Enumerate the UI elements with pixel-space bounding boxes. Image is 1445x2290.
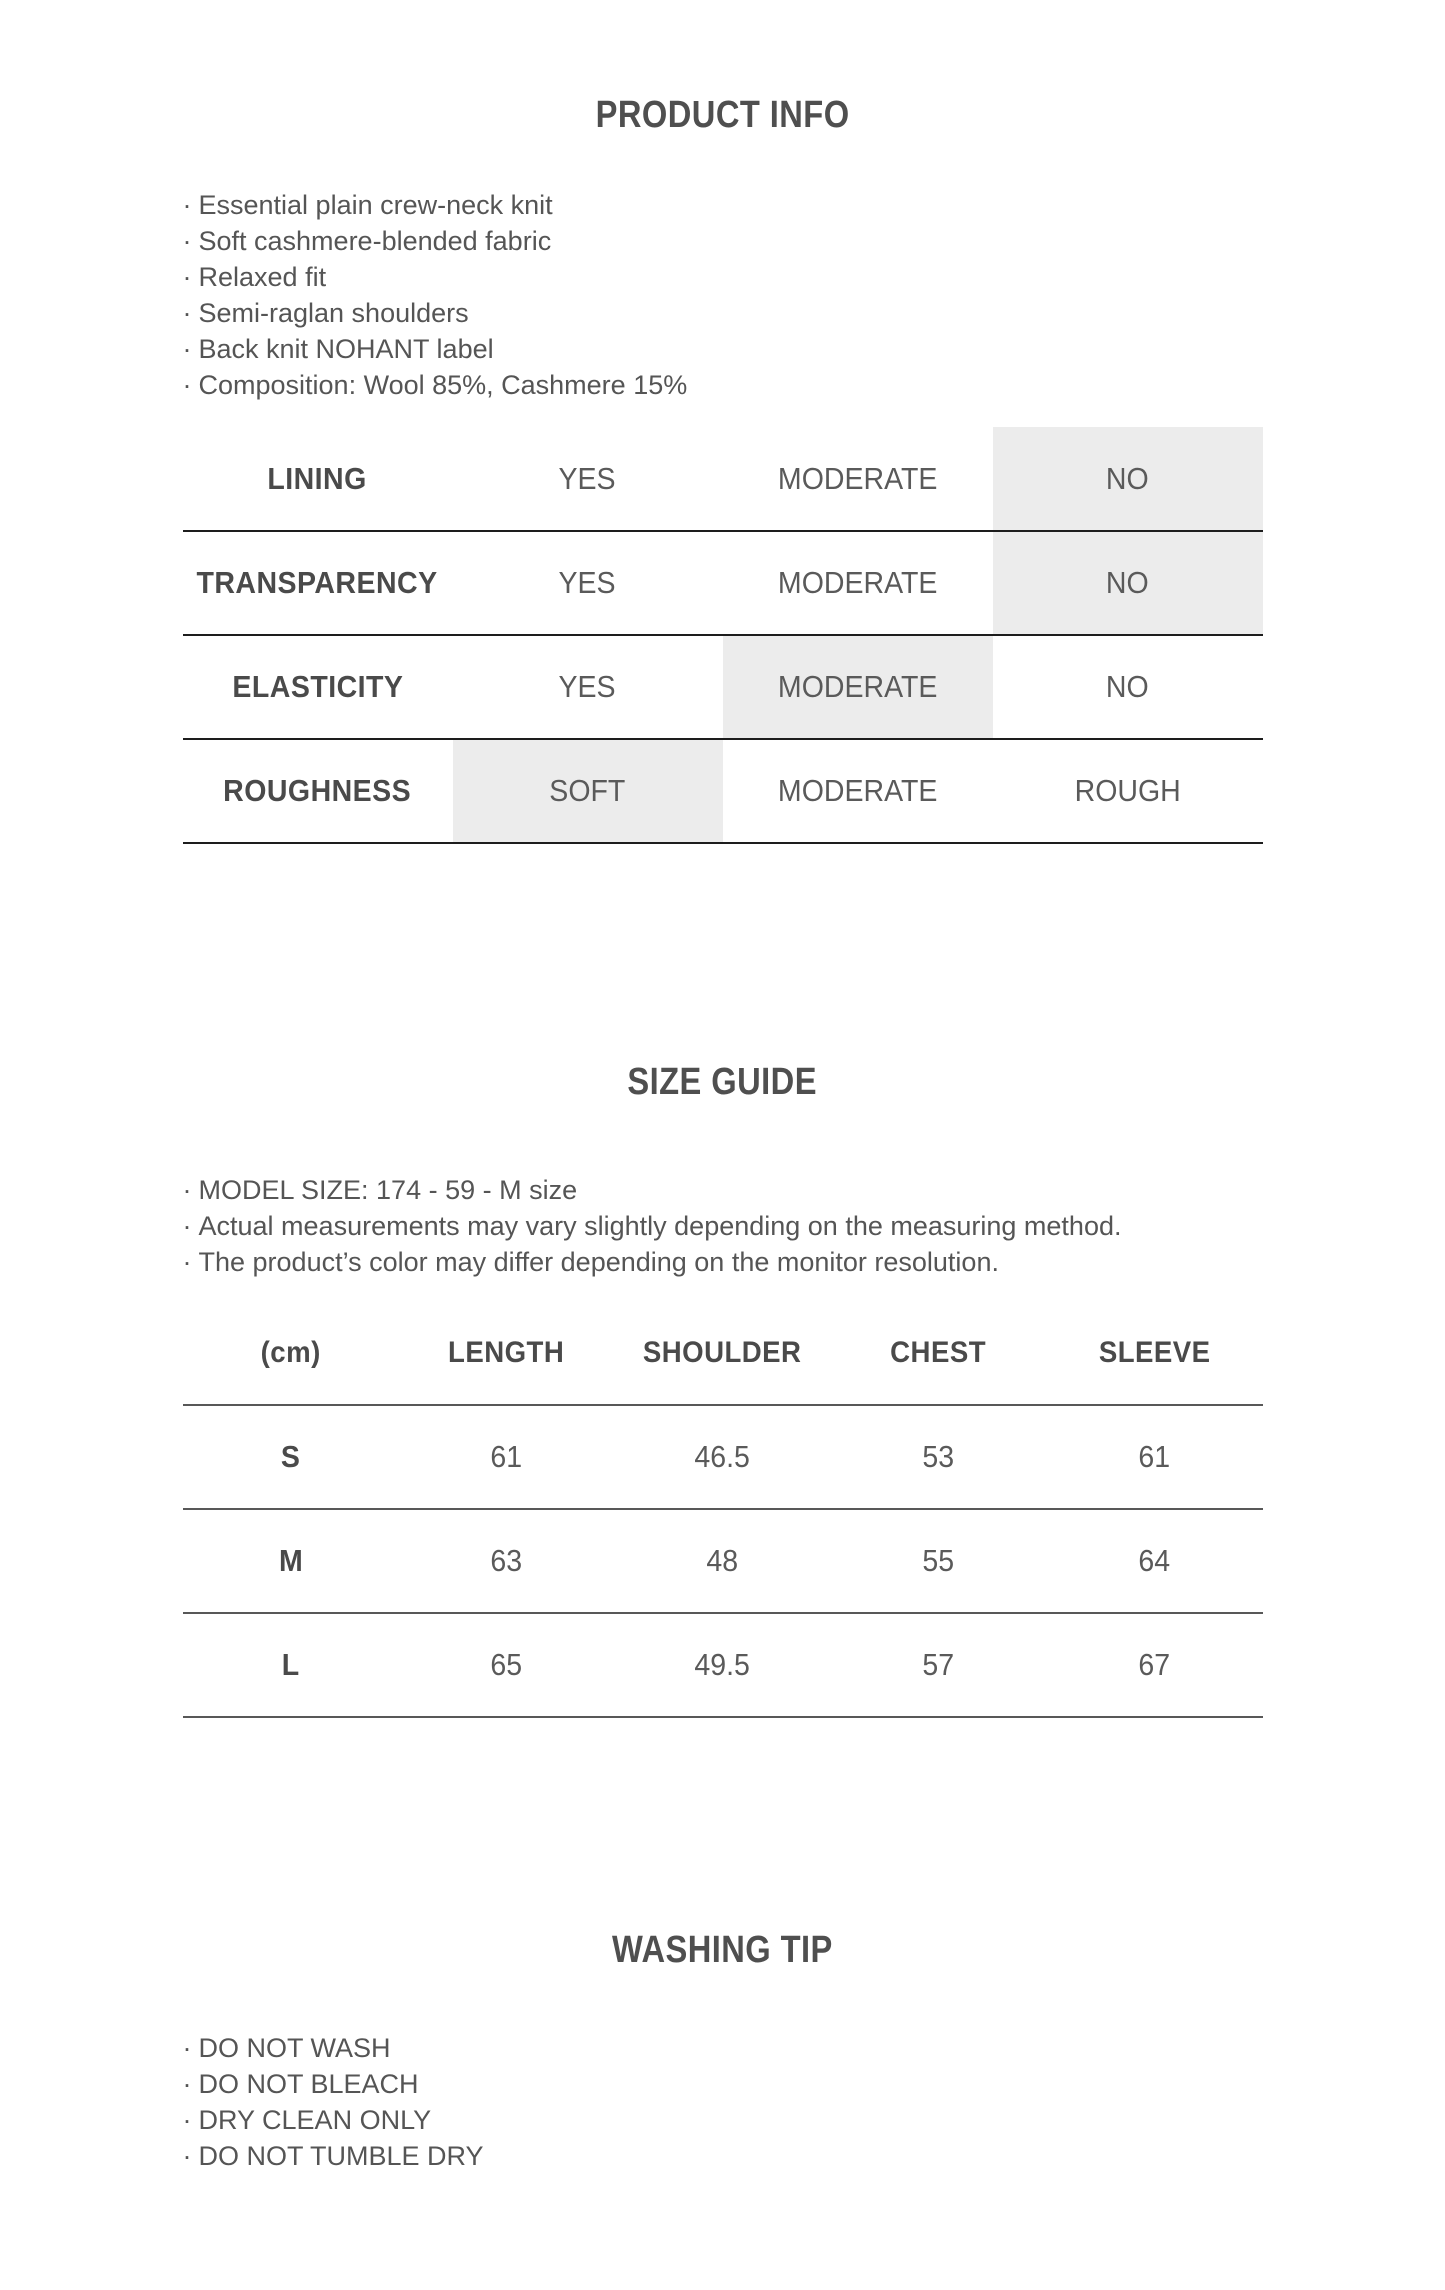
list-item [183,223,1263,259]
size-header-label: SHOULDER [643,1335,802,1369]
bullet-dot: · [182,2141,192,2171]
bullet-text: DO NOT BLEACH [198,2069,419,2099]
table-row [183,1509,1263,1613]
attr-option: NO [1106,669,1149,704]
size-value: 64 [1138,1543,1171,1578]
attr-option-cell [993,739,1263,843]
size-value: 46.5 [694,1439,751,1474]
bullet-text: Semi-raglan shoulders [198,298,469,328]
size-label-cell [183,1509,399,1613]
table-row [183,427,1263,531]
table-row [183,739,1263,843]
table-row [183,1613,1263,1717]
attr-label: LINING [267,460,368,496]
attr-label-cell [183,427,453,531]
size-label: S [280,1439,301,1474]
bullet-text: Actual measurements may vary slightly depending on the measuring method. [198,1211,1122,1241]
bullet-text: Soft cashmere-blended fabric [198,226,552,256]
list-item [183,187,1263,223]
attr-option-cell [453,531,723,635]
attr-option-cell [993,427,1263,531]
attr-option: YES [558,460,617,496]
size-value-cell [615,1613,831,1717]
list-item [183,367,1263,403]
bullet-text: Relaxed fit [198,262,327,292]
attr-option: MODERATE [777,460,938,496]
size-value-cell [831,1509,1047,1613]
size-value: 63 [490,1543,523,1578]
size-value-cell [399,1509,615,1613]
list-item [183,331,1263,367]
attr-option-cell [723,739,993,843]
size-table [183,1301,1263,1718]
size-guide-notes-list [183,1172,1263,1280]
bullet-dot: · [182,1175,192,1205]
table-row [183,1405,1263,1509]
bullet-dot: · [182,1211,192,1241]
bullet-text: Essential plain crew-neck knit [198,190,553,220]
size-value-cell [1047,1613,1263,1717]
attr-option-cell [723,531,993,635]
bullet-text: Composition: Wool 85%, Cashmere 15% [198,370,688,400]
list-item [183,2138,1263,2174]
product-detail-page [183,0,1263,2174]
attr-option-cell [453,739,723,843]
size-value: 53 [922,1439,955,1474]
attr-option-cell [453,635,723,739]
bullet-dot: · [182,262,192,292]
size-value-cell [1047,1405,1263,1509]
table-row [183,531,1263,635]
bullet-dot: · [182,298,192,328]
bullet-text: DO NOT WASH [198,2033,391,2063]
size-value: 48 [706,1543,739,1578]
bullet-text: MODEL SIZE: 174 - 59 - M size [198,1175,578,1205]
attr-option: NO [1106,460,1149,496]
size-header-label: SLEEVE [1098,1335,1211,1369]
size-value-cell [615,1509,831,1613]
size-value-cell [399,1405,615,1509]
size-header-cell-sleeve [1047,1301,1263,1405]
size-header-cell-unit [183,1301,399,1405]
attr-option: MODERATE [777,773,938,808]
bullet-dot: · [182,2069,192,2099]
size-value-cell [1047,1509,1263,1613]
bullet-dot: · [182,226,192,256]
list-item [183,2066,1263,2102]
table-row [183,635,1263,739]
size-value-cell [831,1405,1047,1509]
size-value: 57 [922,1647,955,1682]
attr-label: ELASTICITY [232,669,403,704]
size-label: L [281,1647,300,1682]
attr-label: TRANSPARENCY [196,565,439,600]
attr-label-cell [183,531,453,635]
list-item [183,259,1263,295]
bullet-text: DRY CLEAN ONLY [198,2105,432,2135]
washing-tip-title-text: WASHING TIP [612,1929,833,1971]
attr-option: ROUGH [1074,773,1181,808]
size-value: 49.5 [694,1647,751,1682]
fabric-attributes-table [183,427,1263,844]
attr-option: MODERATE [777,565,938,600]
size-value: 67 [1138,1647,1171,1682]
attr-option-cell [453,427,723,531]
size-table-header-row [183,1301,1263,1405]
bullet-dot: · [182,2033,192,2063]
bullet-dot: · [182,190,192,220]
attr-option-cell [723,427,993,531]
size-value: 61 [1138,1439,1171,1474]
list-item [183,1172,1263,1208]
attr-option-cell [723,635,993,739]
attr-option-cell [993,531,1263,635]
attr-option: YES [558,669,617,704]
list-item [183,2030,1263,2066]
attr-option: MODERATE [777,669,938,704]
size-header-cell-length [399,1301,615,1405]
size-label: M [278,1543,303,1578]
bullet-dot: · [182,370,192,400]
size-header-cell-shoulder [615,1301,831,1405]
size-guide-title-text: SIZE GUIDE [627,1061,818,1103]
size-label-cell [183,1613,399,1717]
list-item [183,1208,1263,1244]
size-guide-title [183,1062,1263,1102]
washing-tip-title [183,1930,1263,1970]
attr-option: YES [558,565,617,600]
size-value-cell [615,1405,831,1509]
product-info-title [183,95,1263,135]
bullet-text: The product’s color may differ depending on the monitor resolution. [198,1247,999,1277]
size-value: 65 [490,1647,523,1682]
bullet-text: Back knit NOHANT label [198,334,494,364]
list-item [183,1244,1263,1280]
attr-label-cell [183,739,453,843]
washing-tip-list [183,2030,1263,2174]
size-value: 55 [922,1543,955,1578]
attr-option-cell [993,635,1263,739]
attr-option: SOFT [549,773,626,808]
bullet-dot: · [182,334,192,364]
size-label-cell [183,1405,399,1509]
attr-label: ROUGHNESS [223,773,412,808]
size-header-label: LENGTH [448,1335,565,1369]
size-value-cell [831,1613,1047,1717]
list-item [183,295,1263,331]
size-value-cell [399,1613,615,1717]
attr-label-cell [183,635,453,739]
size-header-label: (cm) [260,1335,321,1369]
bullet-dot: · [182,2105,192,2135]
size-header-cell-chest [831,1301,1047,1405]
size-header-label: CHEST [890,1335,987,1369]
bullet-dot: · [182,1247,192,1277]
list-item [183,2102,1263,2138]
bullet-text: DO NOT TUMBLE DRY [198,2141,484,2171]
size-value: 61 [490,1439,523,1474]
product-info-title-text: PRODUCT INFO [595,94,850,136]
attr-option: NO [1106,565,1149,600]
product-info-list [183,187,1263,403]
